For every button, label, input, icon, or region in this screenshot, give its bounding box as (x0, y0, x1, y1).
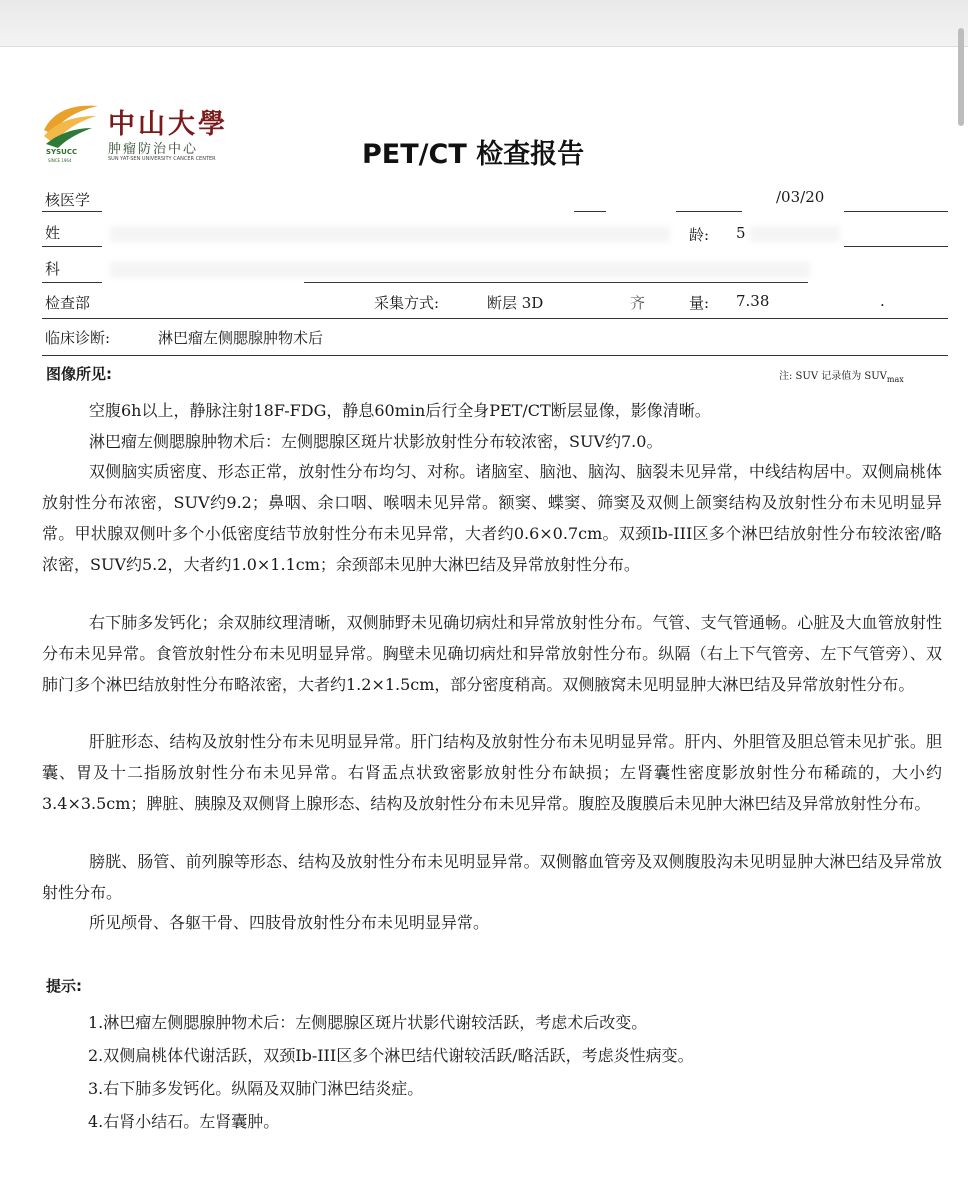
method-label: 采集方式: (374, 294, 440, 312)
redacted-area (110, 262, 810, 278)
logo-emblem-icon (40, 100, 102, 150)
divider (42, 282, 102, 283)
logo-abbr: SYSUCC (46, 148, 78, 156)
report-title: PET/CT 检查报告 (362, 139, 585, 170)
report-date: /03/20 (776, 188, 825, 206)
divider (574, 211, 606, 212)
logo-since: SINCE 1964 (48, 158, 72, 163)
suv-note-sub: max (886, 375, 904, 384)
dose-prefix: 齐 (630, 294, 646, 312)
findings-paragraph: 肝脏形态、结构及放射性分布未见明显异常。肝门结构及放射性分布未见明显异常。肝内、外胆管及胆总管未见扩张。胆囊、胃及十二指肠放射性分布未见异常。右肾盂点状致密影放射性分布缺损；左肾囊性密度影放射性分布稀疏的，大小约3.4×3.5cm；脾脏、胰腺及双侧肾上腺形态、结构及放射性分布未见异常。腹腔及腹膜后未见肿大淋巴结及异常放射性分布。 (42, 732, 942, 813)
suv-note-text: 注: SUV 记录值为 SUV (779, 371, 887, 382)
redacted-area (110, 226, 670, 242)
findings-paragraph: 双侧脑实质密度、形态正常，放射性分布均匀、对称。诸脑室、脑池、脑沟、脑裂未见异常，中线结构居中。双侧扁桃体放射性分布浓密，SUV约9.2；鼻咽、余口咽、喉咽未见异常。额窦、蝶窦、筛窦及双侧上颌窦结构及放射性分布未见明显异常。甲状腺双侧叶多个小低密度结节放射性分布未见异常，大者约0.6×0.7cm。双颈Ib-III区多个淋巴结放射性分布较浓密/略浓密，SUV约5.2，大者约1.0×1.1cm；余颈部未见肿大淋巴结及异常放射性分布。 (42, 462, 942, 574)
hint-item: 3.右下肺多发钙化。纵隔及双肺门淋巴结炎症。 (88, 1079, 424, 1098)
redacted-area (750, 226, 840, 242)
logo-english-name: SUN YAT-SEN UNIVERSITY CANCER CENTER (108, 156, 216, 162)
findings-paragraph: 空腹6h以上，静脉注射18F-FDG，静息60min后行全身PET/CT断层显像，影像清晰。 (89, 401, 711, 420)
age-value: 5 (736, 224, 746, 242)
hint-item: 2.双侧扁桃体代谢活跃，双颈Ib-III区多个淋巴结代谢较活跃/略活跃，考虑炎性病变。 (88, 1046, 694, 1065)
divider (42, 355, 948, 356)
hints-heading: 提示: (46, 977, 82, 995)
findings-paragraph: 膀胱、肠管、前列腺等形态、结构及放射性分布未见明显异常。双侧髂血管旁及双侧腹股沟未见明显肿大淋巴结及异常放射性分布。 (42, 852, 942, 902)
dose-label: 量: (689, 294, 710, 312)
name-label: 姓 (45, 224, 61, 242)
viewer-top-bar (0, 0, 968, 47)
divider (42, 318, 948, 319)
divider (42, 211, 102, 212)
hint-item: 1.淋巴瘤左侧腮腺肿物术后：左侧腮腺区斑片状影代谢较活跃，考虑术后改变。 (88, 1013, 648, 1032)
findings-paragraph: 淋巴瘤左侧腮腺肿物术后：左侧腮腺区斑片状影放射性分布较浓密，SUV约7.0。 (89, 432, 663, 451)
diagnosis-value: 淋巴瘤左侧腮腺肿物术后 (158, 329, 324, 347)
dose-value: 7.38 (736, 292, 770, 310)
hint-item: 4.右肾小结石。左肾囊肿。 (88, 1112, 280, 1131)
logo-subtitle: 肿瘤防治中心 (108, 142, 199, 157)
logo-name: 中山大學 (108, 109, 228, 140)
hospital-logo (40, 100, 240, 170)
divider (676, 211, 742, 212)
divider (304, 282, 808, 283)
divider (844, 246, 948, 247)
findings-heading: 图像所见: (46, 365, 112, 383)
exam-part-label: 检查部 (45, 294, 91, 312)
dose-dot: . (880, 292, 885, 310)
scrollbar[interactable] (958, 28, 964, 126)
findings-paragraph: 所见颅骨、各躯干骨、四肢骨放射性分布未见明显异常。 (89, 913, 490, 932)
suv-note (779, 367, 904, 384)
section-label: 科 (45, 260, 61, 278)
divider (42, 246, 102, 247)
department-label: 核医学 (45, 191, 91, 209)
diagnosis-label: 临床诊断: (45, 329, 111, 347)
method-value: 断层 3D (487, 294, 544, 312)
divider (844, 211, 948, 212)
findings-paragraph: 右下肺多发钙化；余双肺纹理清晰，双侧肺野未见确切病灶和异常放射性分布。气管、支气管通畅。心脏及大血管放射性分布未见异常。食管放射性分布未见明显异常。胸壁未见确切病灶和异常放射性分布。纵隔（右上下气管旁、左下气管旁）、双肺门多个淋巴结放射性分布略浓密，大者约1.2×1.5cm，部分密度稍高。双侧腋窝未见明显肿大淋巴结及异常放射性分布。 (42, 613, 942, 694)
age-label: 龄: (689, 226, 710, 244)
